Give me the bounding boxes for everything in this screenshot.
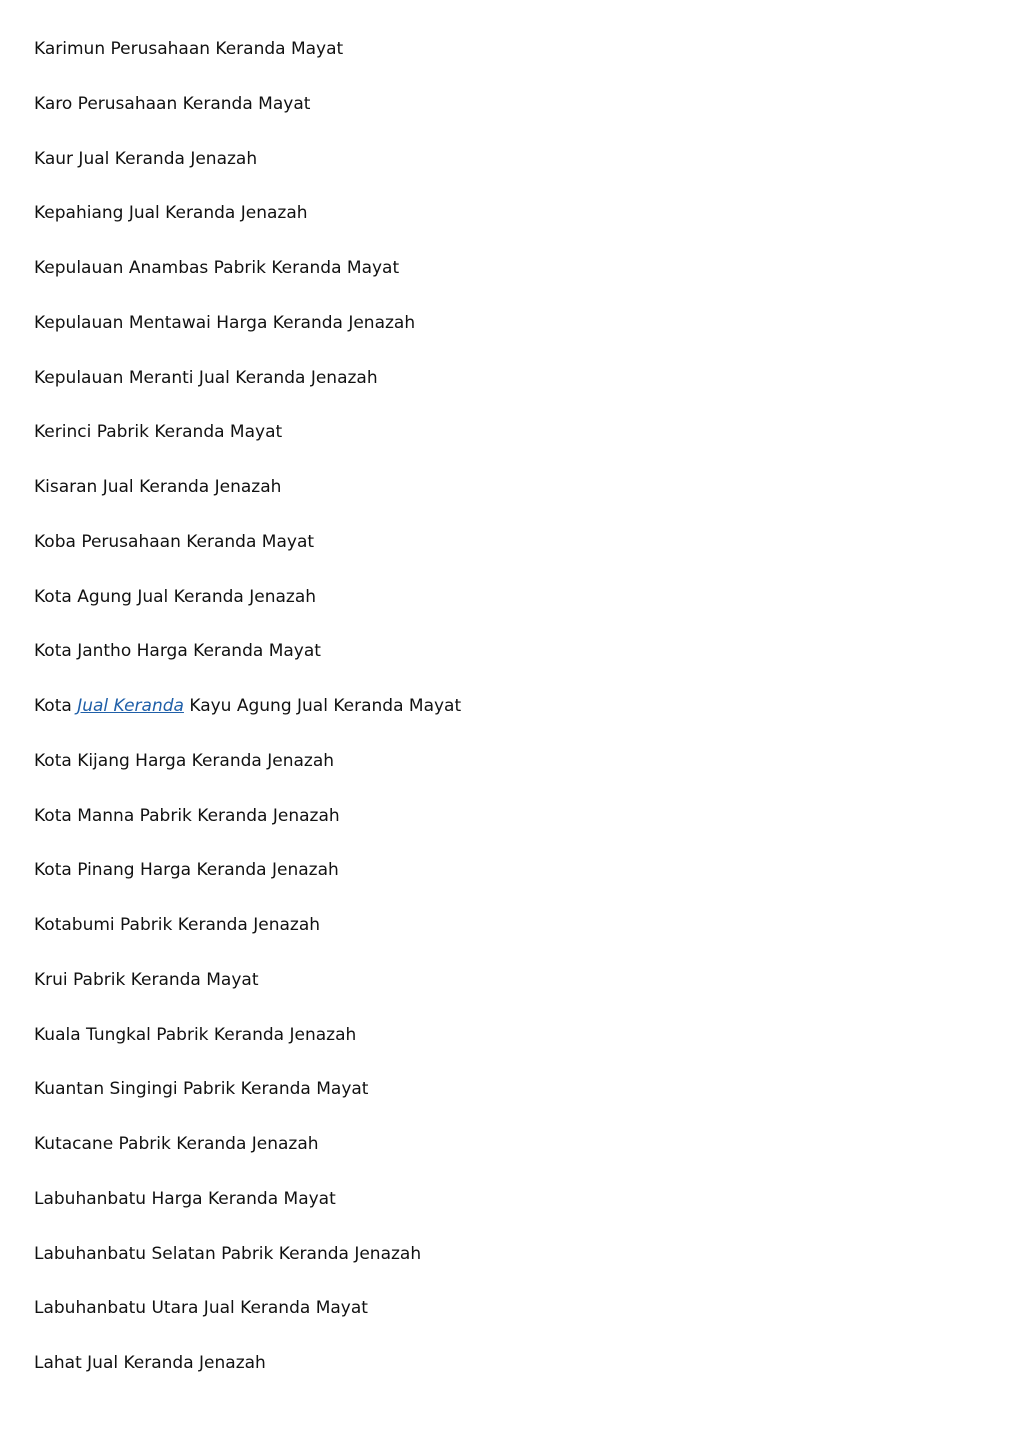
list-item: Kota Manna Pabrik Keranda Jenazah [34, 805, 340, 826]
list-item: Kota Agung Jual Keranda Jenazah [34, 586, 317, 607]
list-item: Kaur Jual Keranda Jenazah [34, 148, 258, 169]
list-item-text-after: Kayu Agung Jual Keranda Mayat [183, 696, 462, 716]
list-item: Kuantan Singingi Pabrik Keranda Mayat [34, 1079, 369, 1100]
list-item: Karimun Perusahaan Keranda Mayat [34, 39, 344, 59]
list-item: Labuhanbatu Harga Keranda Mayat [34, 1188, 336, 1209]
document-page [34, 36, 994, 1405]
list-item: Koba Perusahaan Keranda Mayat [34, 531, 315, 552]
list-item: Labuhanbatu Selatan Pabrik Keranda Jenazah [34, 1243, 422, 1264]
jual-keranda-link[interactable]: Jual Keranda [77, 696, 184, 716]
list-item: Kota Pinang Harga Keranda Jenazah [34, 860, 339, 881]
list-item: Kisaran Jual Keranda Jenazah [34, 477, 282, 497]
list-item: Kepulauan Meranti Jual Keranda Jenazah [34, 367, 378, 388]
list-item: Kuala Tungkal Pabrik Keranda Jenazah [34, 1024, 357, 1045]
list-item-with-link [34, 693, 994, 748]
list-item: Kepulauan Mentawai Harga Keranda Jenazah [34, 312, 416, 333]
list-item: Labuhanbatu Utara Jual Keranda Mayat [34, 1298, 368, 1319]
list-item: Kotabumi Pabrik Keranda Jenazah [34, 915, 321, 935]
list-item: Kota Jantho Harga Keranda Mayat [34, 641, 321, 662]
list-item: Kota Kijang Harga Keranda Jenazah [34, 750, 335, 771]
list-item: Kepahiang Jual Keranda Jenazah [34, 203, 308, 224]
list-item: Kerinci Pabrik Keranda Mayat [34, 422, 283, 443]
list-item-text-before: Kota [34, 696, 78, 716]
list-item: Lahat Jual Keranda Jenazah [34, 1353, 266, 1373]
list-item: Kutacane Pabrik Keranda Jenazah [34, 1134, 319, 1154]
list-item: Karo Perusahaan Keranda Mayat [34, 93, 311, 114]
list-item: Kepulauan Anambas Pabrik Keranda Mayat [34, 258, 400, 278]
list-item: Krui Pabrik Keranda Mayat [34, 969, 259, 990]
